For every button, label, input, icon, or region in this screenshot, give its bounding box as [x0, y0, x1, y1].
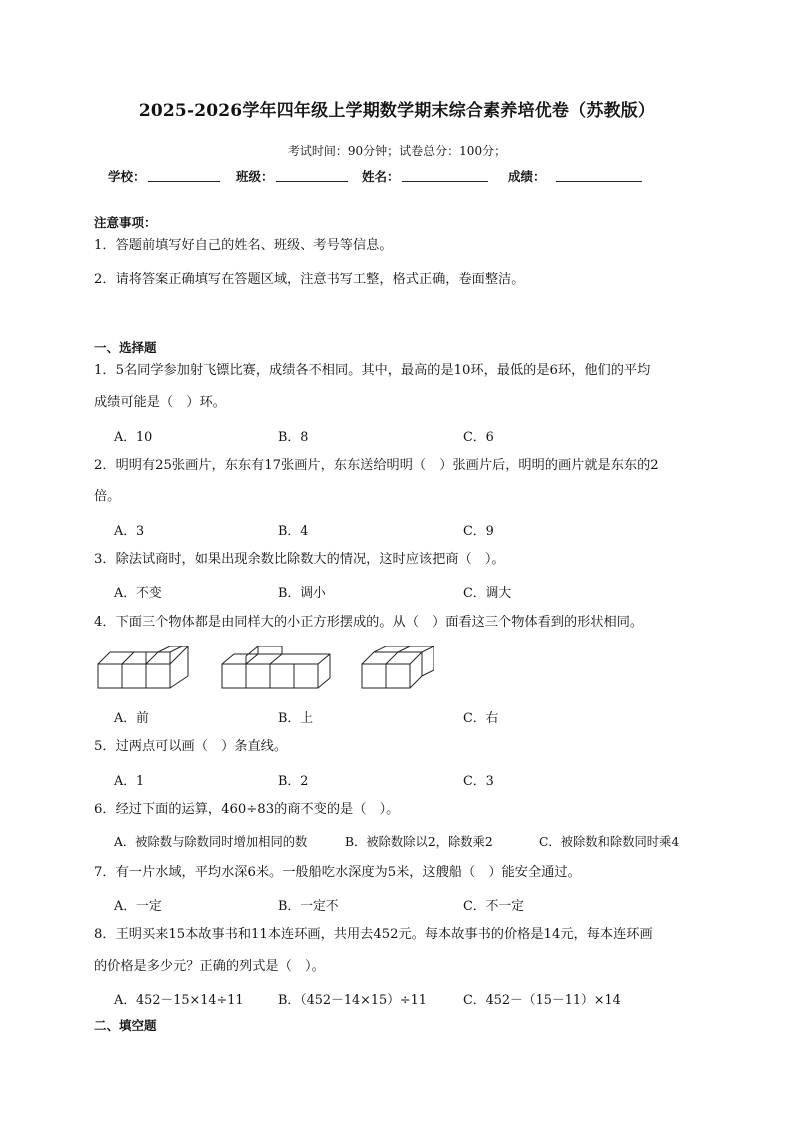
question-5-line-1: 5．过两点可以画（ ）条直线。	[94, 739, 288, 754]
question-2-line-2: 倍。	[94, 489, 121, 504]
section-title: 二、填空题	[94, 1018, 157, 1033]
question-7-line-1: 7．有一片水域，平均水深6米。一般船吃水深度为5米，这艘船（ ）能安全通过。	[94, 865, 581, 880]
question-4-line-1: 4．下面三个物体都是由同样大的小正方形摆成的。从（ ）面看这三个物体看到的形状相同。	[94, 615, 644, 630]
cube-figures	[94, 646, 434, 694]
q3-option-b[interactable]: B．调小	[278, 586, 326, 601]
note-item: 1．答题前填写好自己的姓名、班级、考号等信息。	[94, 238, 393, 253]
q4-option-a[interactable]: A．前	[114, 711, 149, 726]
q6-option-a[interactable]: A．被除数与除数同时增加相同的数	[114, 835, 308, 849]
score-label: 成绩：	[508, 169, 546, 184]
q7-option-c[interactable]: C．不一定	[463, 899, 524, 914]
school-blank[interactable]	[148, 167, 220, 182]
q2-option-b[interactable]: B．4	[278, 524, 309, 539]
cube-figure-3	[362, 646, 434, 688]
question-1-line-1: 1．5名同学参加射飞镖比赛，成绩各不相同。其中，最高的是10环，最低的是6环，他们的平均	[94, 363, 651, 378]
q4-option-b[interactable]: B．上	[278, 711, 313, 726]
q2-option-a[interactable]: A．3	[114, 524, 145, 539]
q1-option-c[interactable]: C．6	[463, 430, 494, 445]
q3-option-c[interactable]: C．调大	[463, 586, 512, 601]
cube-figure-1	[98, 646, 188, 688]
class-blank[interactable]	[276, 167, 348, 182]
q1-option-a[interactable]: A．10	[114, 430, 153, 445]
q2-option-c[interactable]: C．9	[463, 524, 494, 539]
q8-option-b[interactable]: B．（452－14×15）÷11	[278, 993, 427, 1008]
cube-figure-2	[222, 646, 330, 688]
q8-option-c[interactable]: C．452－（15－11）×14	[463, 993, 621, 1008]
q4-option-c[interactable]: C．右	[463, 711, 499, 726]
q8-option-a[interactable]: A．452－15×14÷11	[114, 993, 244, 1008]
q5-option-b[interactable]: B．2	[278, 774, 309, 789]
name-blank[interactable]	[402, 167, 488, 182]
q6-option-b[interactable]: B．被除数除以2，除数乘2	[345, 835, 493, 849]
score-blank[interactable]	[556, 167, 642, 182]
question-3-line-1: 3．除法试商时，如果出现余数比除数大的情况，这时应该把商（ ）。	[94, 552, 505, 567]
class-label: 班级：	[236, 169, 274, 184]
question-2-line-1: 2．明明有25张画片，东东有17张画片，东东送给明明（ ）张画片后，明明的画片就是东东的2	[94, 458, 659, 473]
page-title: 2025-2026学年四年级上学期数学期末综合素养培优卷（苏教版）	[138, 101, 656, 121]
section-title: 一、选择题	[94, 340, 157, 355]
question-1-line-2: 成绩可能是（ ）环。	[94, 395, 226, 410]
q7-option-a[interactable]: A．一定	[114, 899, 162, 914]
note-item: 2．请将答案正确填写在答题区域，注意书写工整，格式正确，卷面整洁。	[94, 272, 525, 287]
q6-option-c[interactable]: C．被除数和除数同时乘4	[539, 835, 680, 849]
question-8-line-2: 的价格是多少元？正确的列式是（ ）。	[94, 959, 325, 974]
q1-option-b[interactable]: B．8	[278, 430, 309, 445]
question-6-line-1: 6．经过下面的运算，460÷83的商不变的是（ ）。	[94, 802, 400, 817]
q7-option-b[interactable]: B．一定不	[278, 899, 339, 914]
school-label: 学校：	[108, 169, 146, 184]
exam-meta: 考试时间：90分钟；试卷总分：100分；	[287, 144, 507, 158]
name-label: 姓名：	[362, 169, 400, 184]
q3-option-a[interactable]: A．不变	[114, 586, 162, 601]
q5-option-a[interactable]: A．1	[114, 774, 145, 789]
question-8-line-1: 8．王明买来15本故事书和11本连环画，共用去452元。每本故事书的价格是14元，每本连环画	[94, 927, 653, 942]
notes-title: 注意事项：	[94, 215, 157, 230]
q5-option-c[interactable]: C．3	[463, 774, 494, 789]
